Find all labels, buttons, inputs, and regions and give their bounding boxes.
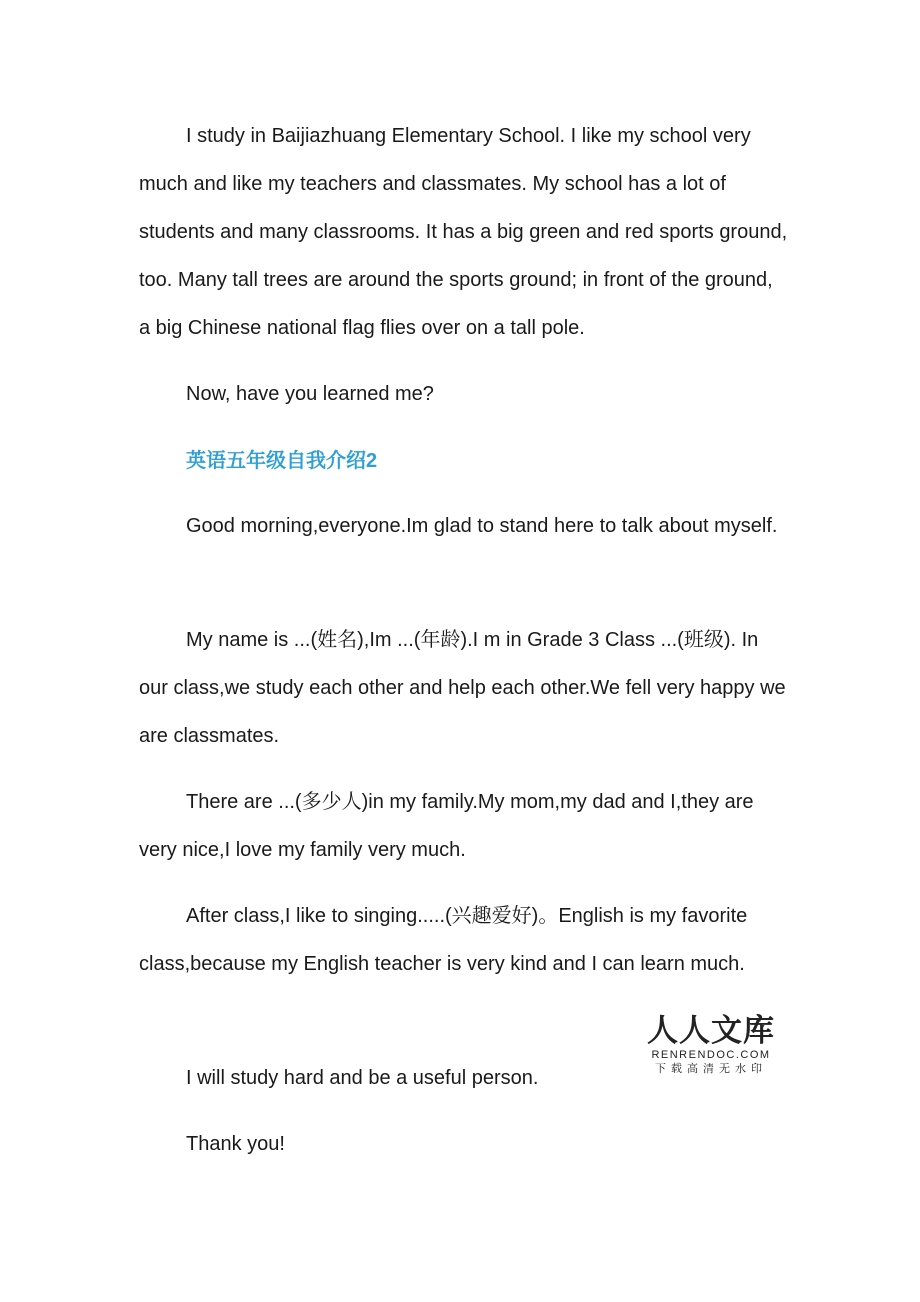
- watermark-tagline: 下载高清无水印: [655, 1063, 767, 1075]
- paragraph-promise: I will study hard and be a useful person.: [186, 1067, 539, 1089]
- paragraph-name: My name is ...(姓名),Im ...(年龄).I m in Grade 3 Class ...(班级). In our class,we study each other and help each other.We fell very happy we are classmates.: [139, 629, 786, 747]
- paragraph-greeting: Good morning,everyone.Im glad to stand here to talk about myself.: [186, 515, 778, 537]
- renrendoc-watermark: [646, 1014, 776, 1076]
- paragraph-hobby: After class,I like to singing.....(兴趣爱好)。English is my favorite class,because my English teacher is very kind and I can learn much.: [139, 905, 748, 975]
- watermark-logo: 人人文库: [647, 1013, 775, 1049]
- paragraph-question: Now, have you learned me?: [186, 383, 434, 405]
- section-heading: 英语五年级自我介绍2: [186, 450, 378, 472]
- paragraph-thanks: Thank you!: [186, 1133, 285, 1155]
- watermark-url: RENRENDOC.COM: [651, 1049, 771, 1061]
- paragraph-school: I study in Baijiazhuang Elementary School. I like my school very much and like my teachers and classmates. My school has a lot of students and many classrooms. It has a big green and red sports ground, too. Many tall trees are around the sports ground; in front of the ground, a big Chinese national flag flies over on a tall pole.: [139, 125, 788, 339]
- paragraph-family: There are ...(多少人)in my family.My mom,my dad and I,they are very nice,I love my family very much.: [139, 791, 754, 861]
